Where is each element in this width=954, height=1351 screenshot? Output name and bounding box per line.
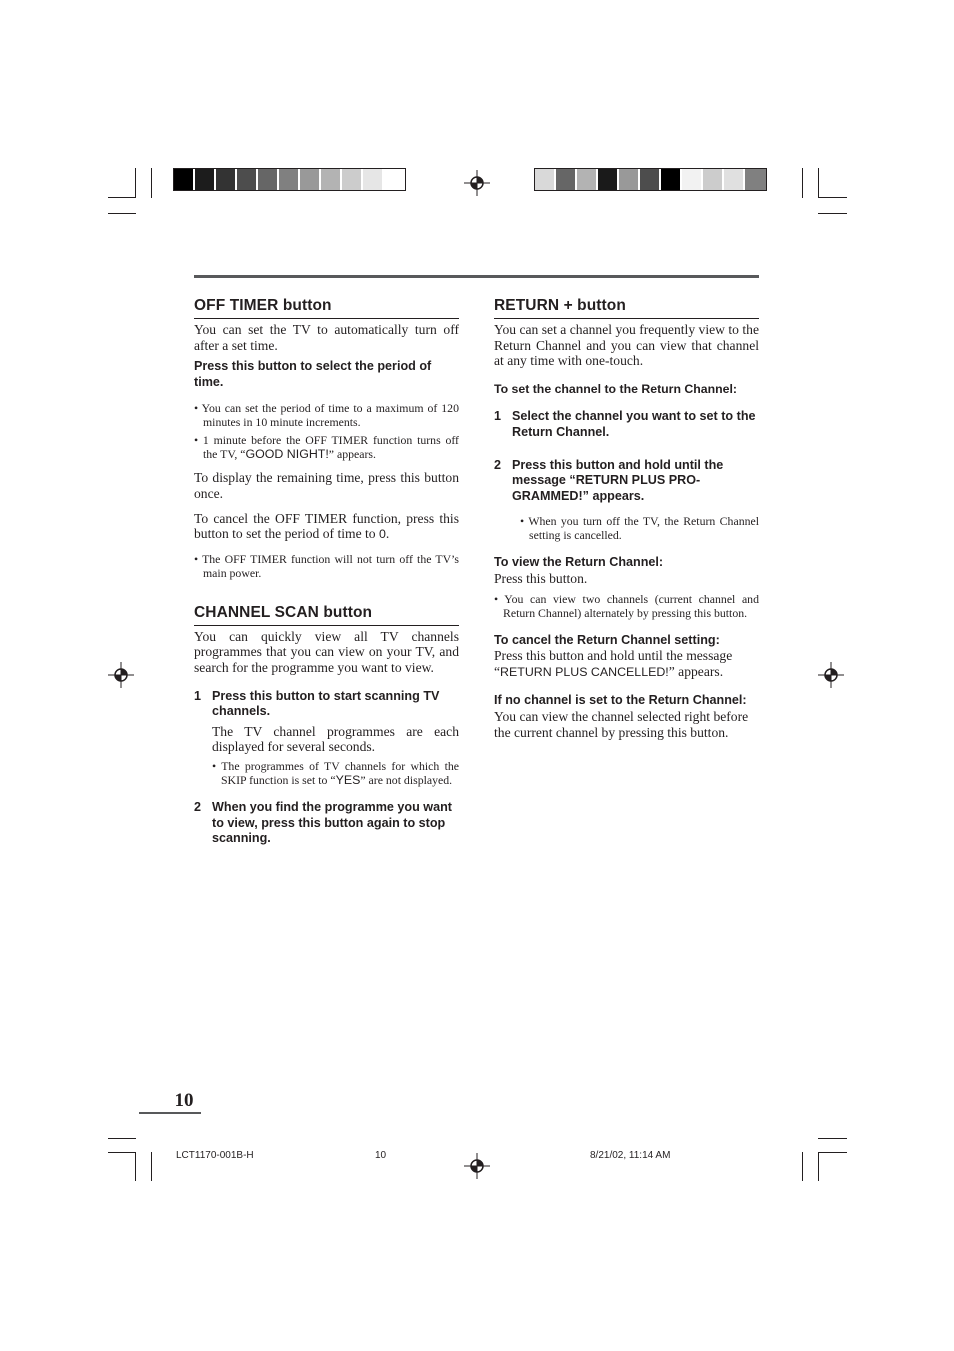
- footer-doc-code: LCT1170-001B-H: [176, 1150, 254, 1161]
- no-channel-body: You can view the channel selected right before the current channel by pressing this button.: [494, 708, 749, 740]
- right-column: [494, 296, 759, 740]
- crop-mark: [108, 213, 136, 214]
- color-swatch: [682, 169, 703, 190]
- color-swatch: [342, 169, 363, 190]
- crop-mark: [108, 1138, 136, 1139]
- crop-mark: [818, 1152, 847, 1153]
- off-timer-instruction: Press this button to select the period of time.: [194, 359, 432, 389]
- note-item: • The OFF TIMER function will not turn off the TV’s main power.: [194, 551, 459, 580]
- channel-scan-heading: CHANNEL SCAN button: [194, 603, 459, 626]
- footer-page: 10: [375, 1150, 387, 1161]
- color-swatch: [598, 169, 619, 190]
- crop-mark: [818, 168, 819, 198]
- color-swatch: [195, 169, 216, 190]
- color-swatch: [321, 169, 342, 190]
- color-swatch: [216, 169, 237, 190]
- registration-mark-icon: [464, 1153, 490, 1179]
- return-step-1: 1 Select the channel you want to set to the Return Channel.: [494, 409, 756, 439]
- color-bar-left: [173, 168, 406, 191]
- crop-mark: [108, 1152, 136, 1153]
- color-swatch: [384, 169, 405, 190]
- registration-mark-icon: [108, 662, 134, 688]
- cancel-return-body: Press this button and hold until the message “RETURN PLUS CANCELLED!” appears.: [494, 648, 733, 679]
- left-column: [194, 296, 459, 847]
- note-item: • 1 minute before the OFF TIMER function turns off the TV, “GOOD NIGHT!” appears.: [194, 433, 459, 462]
- color-swatch: [703, 169, 724, 190]
- cancel-return-heading: To cancel the Return Channel setting:: [494, 632, 720, 647]
- note-item: • The programmes of TV channels for which the SKIP function is set to “YES” are not displayed.: [212, 758, 459, 787]
- crop-mark: [151, 168, 152, 198]
- channel-scan-intro: You can quickly view all TV channels programmes that you can view on your TV, and search for the programme you want to view.: [194, 628, 459, 675]
- crop-mark: [818, 1152, 819, 1181]
- off-timer-power-note: [194, 552, 459, 580]
- color-swatch: [661, 169, 682, 190]
- channel-scan-section: [194, 603, 459, 847]
- set-return-heading: To set the channel to the Return Channel:: [494, 381, 737, 396]
- crop-mark: [818, 1138, 847, 1139]
- crop-mark: [802, 1152, 803, 1181]
- color-swatch: [535, 169, 556, 190]
- off-timer-cancel-text: To cancel the OFF TIMER function, press this button to set the period of time to 0.: [194, 510, 459, 542]
- off-timer-heading: OFF TIMER button: [194, 296, 459, 319]
- off-timer-notes: [194, 401, 459, 461]
- note-item: • You can set the period of time to a maximum of 120 minutes in 10 minute increments.: [194, 401, 459, 430]
- channel-scan-step-1-note: [194, 759, 459, 787]
- crop-mark: [135, 168, 136, 198]
- crop-mark: [135, 1152, 136, 1181]
- color-swatch: [724, 169, 745, 190]
- color-swatch: [174, 169, 195, 190]
- return-step-2-note: [494, 514, 759, 542]
- off-timer-intro: You can set the TV to automatically turn off after a set time.: [194, 322, 459, 353]
- return-plus-section: [494, 296, 759, 740]
- off-timer-display-text: To display the remaining time, press this button once.: [194, 470, 459, 501]
- crop-mark: [802, 168, 803, 198]
- view-return-note: [494, 592, 759, 620]
- registration-mark-icon: [818, 662, 844, 688]
- channel-scan-step-2: 2 When you find the programme you want to view, press this button again to stop scanning.: [194, 799, 452, 846]
- color-swatch: [300, 169, 321, 190]
- crop-mark: [818, 197, 847, 198]
- note-item: • When you turn off the TV, the Return Channel setting is cancelled.: [520, 514, 759, 543]
- return-plus-heading: RETURN + button: [494, 296, 759, 319]
- crop-mark: [108, 197, 136, 198]
- view-return-heading: To view the Return Channel:: [494, 555, 664, 570]
- color-swatch: [279, 169, 300, 190]
- crop-mark: [818, 213, 847, 214]
- channel-scan-step-1: 1 Press this button to start scanning TV channels.: [194, 688, 440, 719]
- registration-mark-icon: [464, 170, 490, 196]
- color-swatch: [640, 169, 661, 190]
- header-rule: [194, 275, 759, 278]
- color-swatch: [745, 169, 766, 190]
- color-swatch: [619, 169, 640, 190]
- return-step-2: 2 Press this button and hold until the message “RETURN PLUS PRO- GRAMMED!” appears.: [494, 457, 724, 503]
- off-timer-section: [194, 296, 459, 580]
- page-number: 10: [139, 1090, 201, 1114]
- return-plus-intro: You can set a channel you frequently view to the Return Channel and you can view that channel at any time with one-touch.: [494, 322, 759, 369]
- note-item: • You can view two channels (current channel and Return Channel) alternately by pressing this button.: [494, 591, 759, 620]
- color-swatch: [237, 169, 258, 190]
- color-swatch: [363, 169, 384, 190]
- color-bar-right: [534, 168, 767, 191]
- footer-datetime: 8/21/02, 11:14 AM: [590, 1150, 671, 1161]
- color-swatch: [556, 169, 577, 190]
- channel-scan-step-1-body: The TV channel programmes are each displayed for several seconds.: [212, 723, 459, 755]
- color-swatch: [258, 169, 279, 190]
- no-channel-heading: If no channel is set to the Return Channel:: [494, 693, 747, 708]
- color-swatch: [577, 169, 598, 190]
- view-return-body: Press this button.: [494, 570, 588, 586]
- crop-mark: [151, 1152, 152, 1181]
